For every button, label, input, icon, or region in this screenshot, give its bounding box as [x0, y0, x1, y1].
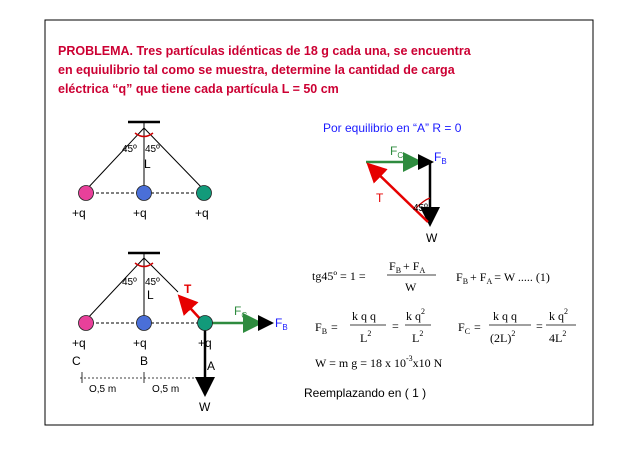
fc-formula-lhs: $F_C$ = — [458, 320, 481, 336]
eq1-denominator: W — [405, 280, 417, 294]
fb-formula-den2: $L^2$ — [412, 329, 424, 345]
fb-label: $F_B$ — [275, 316, 288, 332]
charge-label-c: +q — [72, 336, 86, 350]
particle-right — [197, 186, 212, 201]
charge-label-left: +q — [72, 206, 86, 220]
charge-label-b: +q — [133, 336, 147, 350]
title-line-3: eléctrica “q” que tiene cada partícula L = 50 cm — [58, 82, 339, 96]
angle-left-label: 45º — [122, 144, 137, 155]
eq1-numerator: $F_B + F_A$ — [389, 259, 426, 275]
fc-formula-eq2: = — [536, 319, 543, 333]
distance-label-ba: O,5 m — [152, 384, 180, 395]
length-label: L — [144, 157, 151, 171]
fb-formula-num1: k q q — [352, 309, 376, 323]
point-label-b: B — [140, 354, 149, 368]
point-label-c: C — [72, 354, 81, 368]
fb-formula-lhs: $F_B$ = — [315, 320, 338, 336]
weight-label: W — [426, 231, 438, 245]
length-label: L — [147, 288, 154, 302]
weight-label: W — [199, 400, 211, 414]
angle-right-label: 45º — [145, 277, 160, 288]
tension-label: T — [376, 191, 384, 205]
fc-formula-den1: $(2L)^2$ — [490, 329, 516, 345]
particle-center — [137, 186, 152, 201]
point-label-a: A — [207, 359, 216, 373]
particle-a — [198, 316, 213, 331]
particle-c — [79, 316, 94, 331]
fc-formula-num1: k q q — [493, 309, 517, 323]
fc-formula-num2: k $q^2$ — [549, 307, 568, 323]
distance-label-cb: O,5 m — [89, 384, 117, 395]
weight-equation: W = m g = 18 x $10^{-3}x10$ N — [315, 354, 443, 370]
angle-left-label: 45º — [122, 277, 137, 288]
eq1-left: tg45º = 1 = — [312, 269, 366, 283]
fb-label: $F_B$ — [434, 150, 447, 166]
particle-b — [137, 316, 152, 331]
fb-formula-eq2: = — [392, 319, 399, 333]
particle-left — [79, 186, 94, 201]
angle-right-label: 45º — [145, 144, 160, 155]
title-line-2: en equiulibrio tal como se muestra, determine la cantidad de carga — [58, 63, 455, 77]
fc-formula-den2: $4L^2$ — [549, 329, 567, 345]
charge-label-a: +q — [198, 336, 212, 350]
fc-label: $F_C$ — [234, 304, 248, 320]
equilibrium-heading: Por equilibrio en “A” R = 0 — [323, 121, 462, 135]
eq2: $F_B + F_A = W$ ..... (1) — [456, 270, 550, 286]
fb-formula-num2: k $q^2$ — [406, 307, 425, 323]
tension-label: T — [184, 282, 192, 296]
fc-label: $F_C$ — [390, 144, 404, 160]
title-line-1: PROBLEMA. Tres partículas idénticas de 18 g cada una, se encuentra — [58, 44, 471, 58]
reemplazando-text: Reemplazando en ( 1 ) — [304, 386, 427, 400]
charge-label-right: +q — [195, 206, 209, 220]
charge-label-center: +q — [133, 206, 147, 220]
fb-formula-den1: $L^2$ — [360, 329, 372, 345]
angle-label: 45º — [413, 203, 428, 214]
